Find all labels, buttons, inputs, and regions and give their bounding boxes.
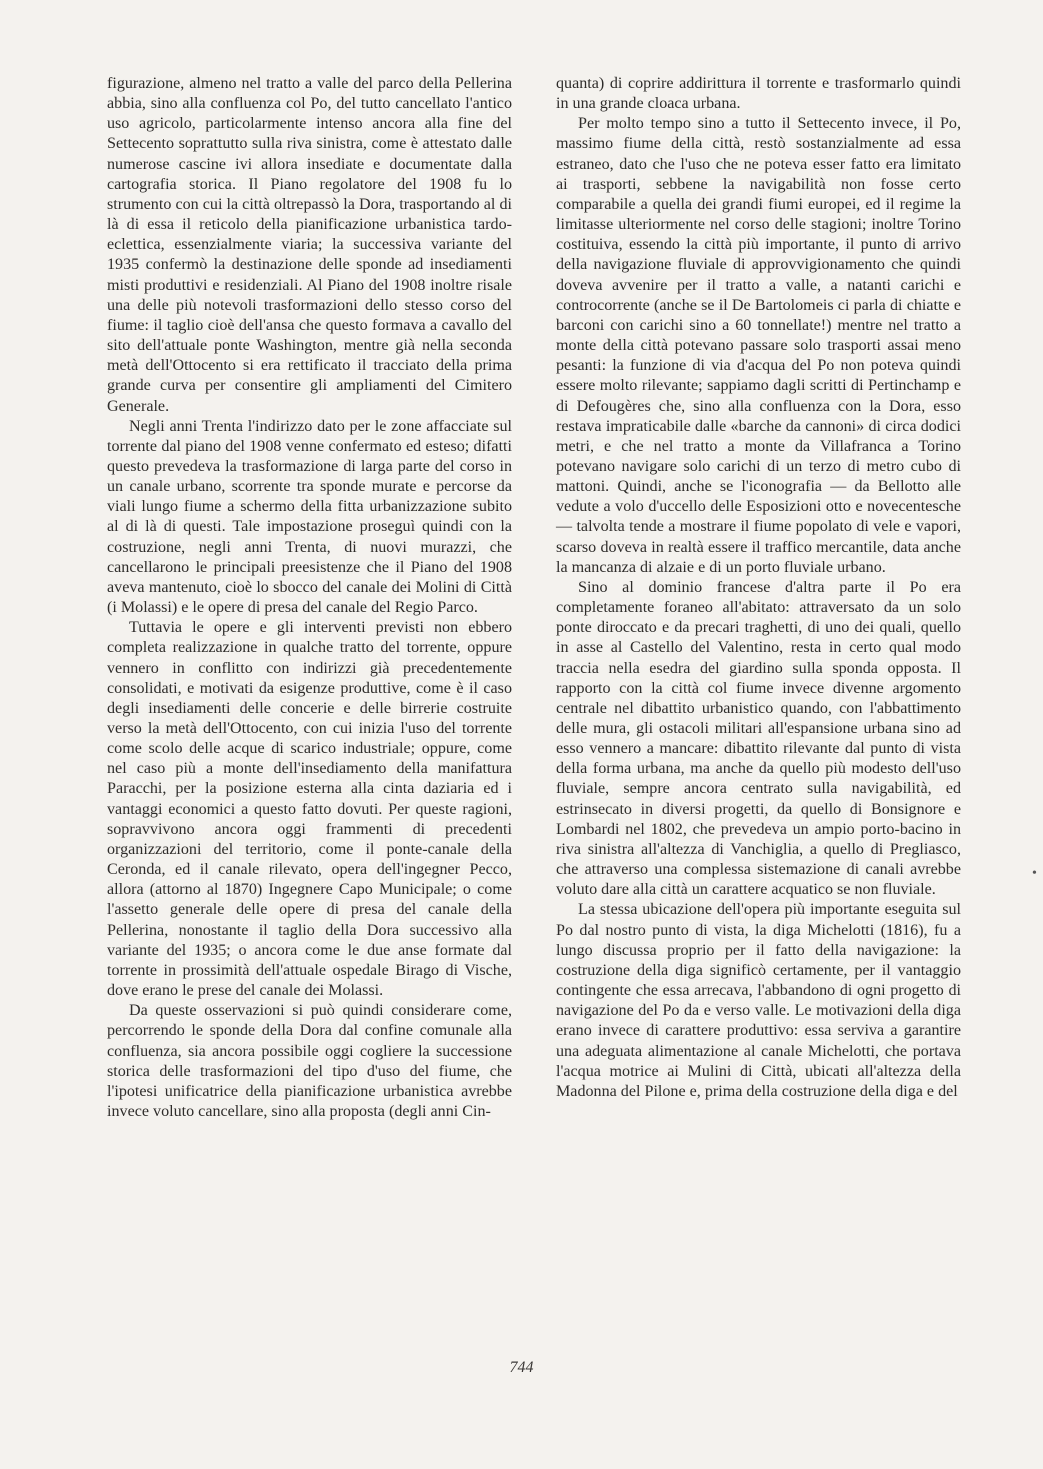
paragraph: quanta) di coprire addirittura il torrente e trasformarlo quindi in una grande cloaca urbana.: [556, 75, 961, 113]
paragraph: Negli anni Trenta l'indirizzo dato per le zone affacciate sul torrente dal piano del 1908 venne confermato ed esteso; difatti questo prevedeva la trasformazione di larga parte del corso in un canale urbano, scorrente tra sponde murate e percorse da viali lungo fiume a schermo della fitta urbanizzazione subito al di là di questi. Tale impostazione proseguì quindi con la costruzione, negli anni Trenta, di nuovi murazzi, che cancellarono le principali preesistenze che il Piano del 1908 aveva mantenuto, cioè lo sbocco del canale dei Molini di Città (i Molassi) e le opere di presa del canale del Regio Parco.: [107, 417, 512, 617]
paragraph: Da queste osservazioni si può quindi considerare come, percorrendo le sponde della Dora dal confine comunale alla confluenza, sia ancora possibile oggi cogliere la successione storica delle trasformazioni del tipo d'uso del fiume, che l'ipotesi unificatrice della pianificazione urbanistica avrebbe invece voluto cancellare, sino alla proposta (degli anni Cin-: [107, 1002, 512, 1120]
page-number: 744: [509, 1359, 534, 1376]
paragraph: Per molto tempo sino a tutto il Settecento invece, il Po, massimo fiume della città, restò sostanzialmente ad essa estraneo, dato che l'uso che ne poteva esser fatto era limitato ai trasporti, sebbene la navigabilità non fosse certo comparabile a quella dei grandi fiumi europei, ed il regime la limitasse ulteriormente nel corso delle stagioni; inoltre Torino costituiva, essendo la città più importante, il punto di arrivo della navigazione fluviale di approvvigionamento che quindi doveva avvenire per il tratto a valle, a natanti carichi e controcorrente (anche se il De Bartolomeis ci parla di chiatte e barconi con carichi sino a 60 tonnellate!) mentre nel tratto a monte della città potevano passare solo trasporti assai meno pesanti: la funzione di via d'acqua del Po non poteva quindi essere molto rilevante; sappiamo dagli scritti di Pertinchamp e di Defougères che, sino alla confluenza con la Dora, esso restava impraticabile dalle «barche da cannoni» di circa dodici metri, e che nel tratto a monte da Villafranca a Torino potevano navigare solo carichi di un terzo di metro cubo di mattoni. Quindi, anche se l'iconografia — da Bellotto alle vedute a volo d'uccello delle Esposizioni otto e novecentesche — talvolta tende a mostrare il fiume popolato di vele e vapori, scarso doveva in realtà essere il traffico mercantile, data anche la mancanza di alzaie e di un porto fluviale urbano.: [556, 115, 961, 576]
paragraph: La stessa ubicazione dell'opera più importante eseguita sul Po dal nostro punto di vista, la diga Michelotti (1816), fu a lungo discussa proprio per il fatto della navigazione: la costruzione della diga significò certamente, per il vantaggio contingente che essa arrecava, l'abbandono di ogni progetto di navigazione del Po da e verso valle. Le motivazioni della diga erano invece di carattere produttivo: essa serviva a garantire una adeguata alimentazione al canale Michelotti, che portava l'acqua motrice ai Mulini di Città, ubicati all'altezza della Madonna del Pilone e, prima della costruzione della diga e del: [556, 901, 961, 1100]
left-column: [107, 74, 512, 1122]
right-column: [556, 74, 961, 1102]
paragraph: Sino al dominio francese d'altra parte il Po era completamente foraneo all'abitato: attraversato da un solo ponte diroccato e da precari traghetti, di uno dei quali, quello in asse al Castello del Valentino, resta in certo qual modo traccia nella esedra del giardino sulla sponda opposta. Il rapporto con la città col fiume invece divenne argomento centrale nel dibattito urbanistico quando, con l'abbattimento delle mura, gli ostacoli militari all'espansione urbana sino ad esso vennero a mancare: dibattito rilevante dal punto di vista della forma urbana, ma anche da quello più modesto dell'uso fluviale, sempre ancora centrato sulla navigabilità, ed estrinsecato in diversi progetti, da quello di Bonsignore e Lombardi nel 1802, che prevedeva un ampio porto-bacino in riva sinistra all'altezza di Vanchiglia, a quello di Pregliasco, che attraverso una complessa sistemazione di canali avrebbe voluto dare alla città un carattere acquatico se non fluviale.: [556, 578, 961, 899]
paragraph: Tuttavia le opere e gli interventi previsti non ebbero completa realizzazione in qualche tratto del torrente, oppure vennero in conflitto con indirizzi già precedentemente consolidati, e motivati da esigenze produttive, come è il caso degli insediamenti delle concerie e delle birrerie costruite verso la metà dell'Ottocento, con cui inizia l'uso del torrente come scolo delle acque di scarico industriale; oppure, come nel caso più a monte dell'insediamento della manifattura Paracchi, per la posizione esterna alla cinta daziaria ed i vantaggi economici a questo fatto dovuti. Per queste ragioni, sopravvivono ancora oggi frammenti di precedenti organizzazioni del territorio, come il ponte-canale della Ceronda, ed il canale rilevato, opera dell'ingegner Pecco, allora (attorno al 1870) Ingegnere Capo Municipale; o come l'assetto generale delle opere di presa del canale della Pellerina, nonostante il taglio della Dora successivo alla variante del 1935; o ancora come le due anse formate dal torrente in prossimità dell'attuale ospedale Birago di Vische, dove erano le prese del canale dei Molassi.: [107, 619, 512, 1000]
margin-mark: •: [1032, 866, 1037, 881]
paragraph: figurazione, almeno nel tratto a valle del parco della Pellerina abbia, sino alla confluenza col Po, del tutto cancellato l'antico uso agricolo, particolarmente intenso ancora alla fine del Settecento soprattutto sulla riva sinistra, come è attestato dalle numerose cascine ivi allora insediate e documentate dalla cartografia storica. Il Piano regolatore del 1908 fu lo strumento con cui la città oltrepassò la Dora, trasportando al di là di essa il reticolo della pianificazione urbanistica tardo-eclettica, essenzialmente viaria; la successiva variante del 1935 confermò la destinazione delle sponde ad insediamenti misti produttivi e residenziali. Al Piano del 1908 inoltre risale una delle più notevoli trasformazioni dello stesso corso del fiume: il taglio cioè dell'ansa che questo formava a cavallo del sito dell'attuale ponte Washington, mentre già nella seconda metà dell'Ottocento si era rettificato il tracciato della prima grande curva per consentire gli ampliamenti del Cimitero Generale.: [107, 75, 512, 415]
